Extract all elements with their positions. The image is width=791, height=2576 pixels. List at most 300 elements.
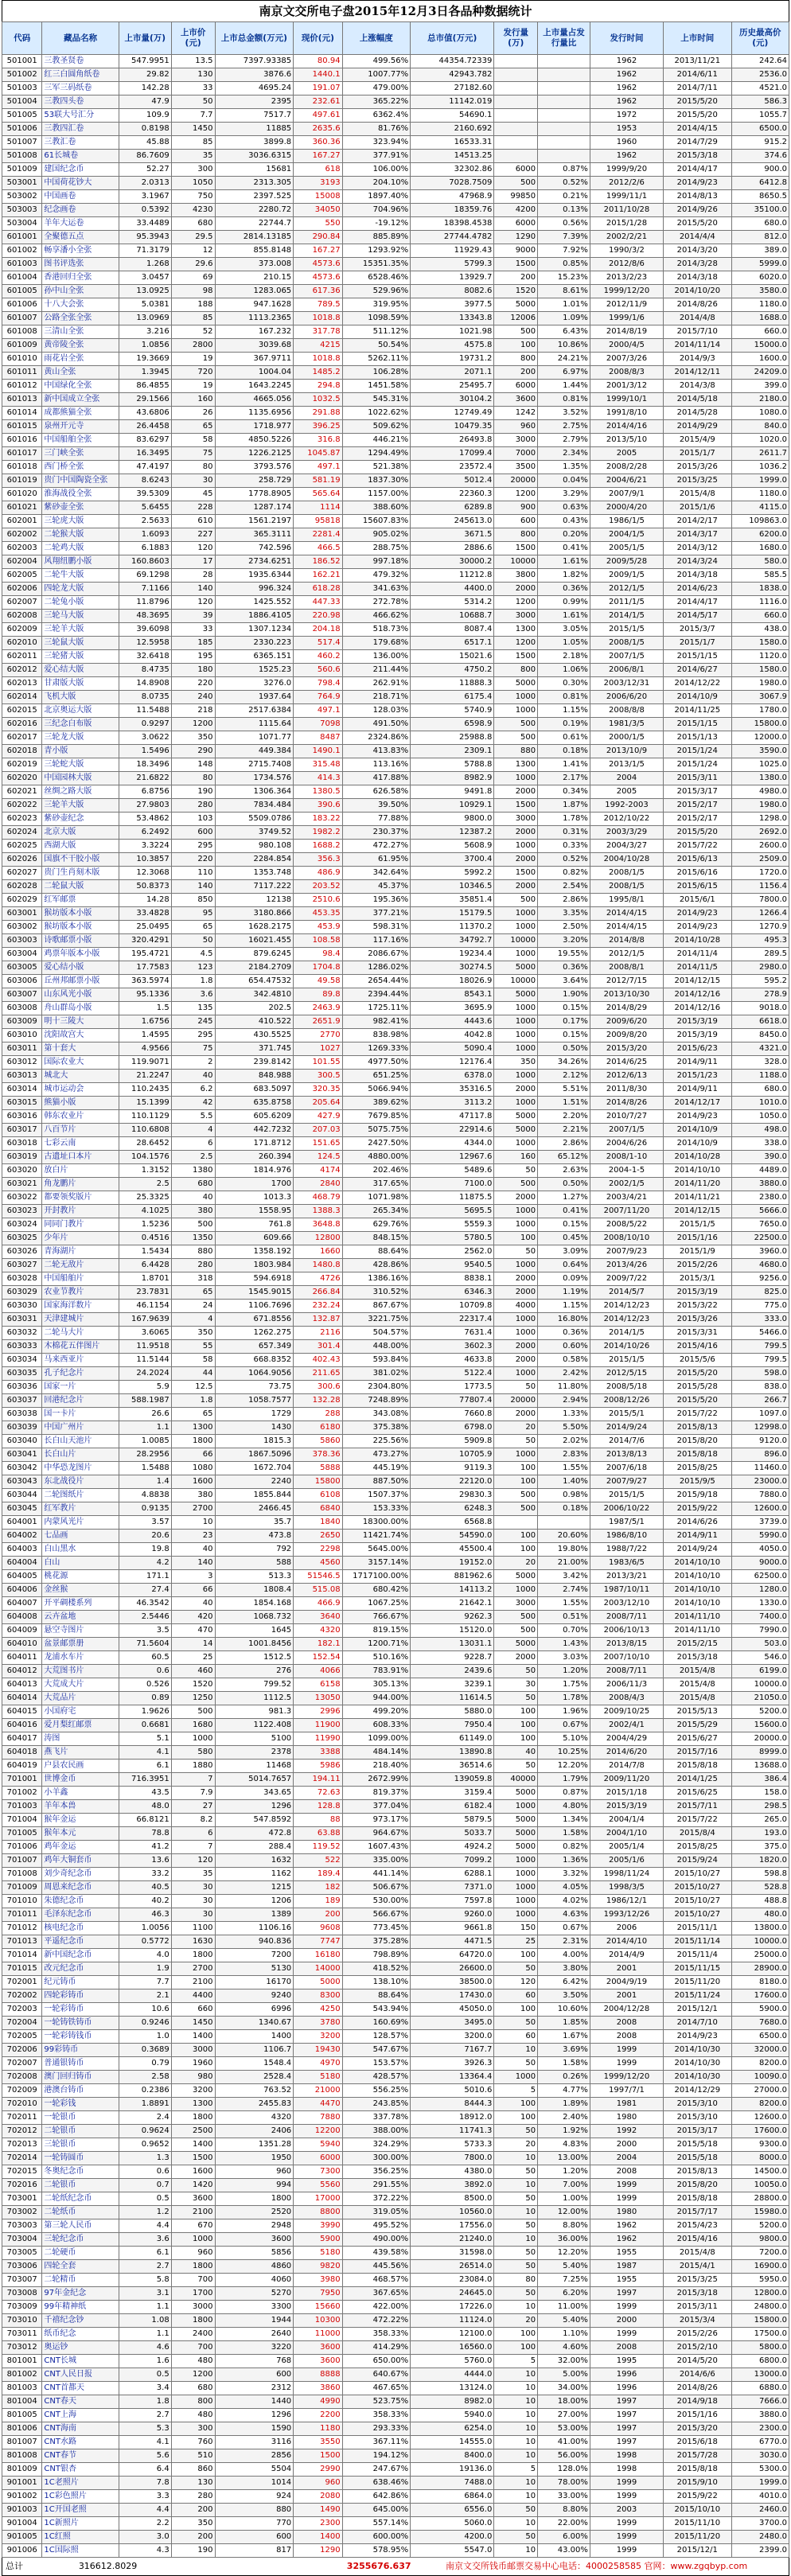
table-cell: 三轮纪念币	[42, 2233, 119, 2247]
table-cell: 162.21	[294, 569, 342, 583]
table-cell: 801008	[2, 2449, 42, 2463]
table-cell: 1998/3/5	[590, 1881, 663, 1895]
table-cell: 2007/11/20	[590, 1205, 663, 1218]
table-cell: 0.60%	[538, 1340, 590, 1354]
table-cell: 0.82%	[538, 867, 590, 880]
table-cell: 5000	[494, 988, 538, 1002]
table-cell	[494, 95, 538, 109]
table-row	[2, 1245, 789, 1259]
table-cell: 7679.85%	[342, 1110, 411, 1124]
table-cell: 1.05%	[538, 637, 590, 650]
table-cell: 4066	[294, 1665, 342, 1678]
column-header: 发行时间	[590, 22, 663, 55]
table-cell: 602014	[2, 691, 42, 704]
table-cell: 65	[171, 420, 215, 434]
table-cell: 3159.4	[411, 1787, 494, 1800]
table-cell: 5000	[494, 1638, 538, 1651]
table-cell: 324.29%	[342, 2138, 411, 2152]
table-cell: 2015/1/5	[664, 1218, 732, 1232]
table-cell: 30	[494, 1678, 538, 1692]
table-cell: 218	[171, 704, 215, 718]
table-cell: 490.00%	[342, 2233, 411, 2247]
table-cell: 5270	[215, 2287, 294, 2301]
table-cell: 8800	[294, 2206, 342, 2219]
table-cell: 2466.45	[215, 1502, 294, 1516]
table-cell: 0.52%	[538, 853, 590, 867]
table-cell: 887.50%	[342, 1475, 411, 1489]
table-cell: 703012	[2, 2341, 42, 2355]
table-cell: 77.88%	[342, 813, 411, 826]
table-cell: 1010.0	[731, 1097, 789, 1110]
table-cell: 2014/10/30	[664, 2057, 732, 2071]
table-cell: 320.35	[294, 1083, 342, 1097]
table-row	[2, 2030, 789, 2044]
table-row	[2, 2436, 789, 2449]
table-cell: 2015/6/15	[664, 880, 732, 894]
table-cell: 1987/5/1	[590, 1516, 663, 1530]
table-cell: 3.6065	[119, 1327, 171, 1340]
table-cell: 1997	[590, 2436, 663, 2449]
table-cell: 211.65	[294, 1367, 342, 1381]
table-cell: 2015/10/27	[664, 1895, 732, 1908]
table-row	[2, 339, 789, 353]
table-cell: 2014/10/28	[664, 934, 732, 948]
table-cell: 1000	[494, 1029, 538, 1042]
table-cell: 5066.94%	[342, 1083, 411, 1097]
table-cell: 702016	[2, 2179, 42, 2192]
table-cell: 2015/3/26	[664, 1313, 732, 1327]
table-cell: 猴坊版本小版	[42, 921, 119, 934]
table-cell: 2015/3/10	[664, 2098, 732, 2111]
table-cell: 北京奥运大版	[42, 704, 119, 718]
table-row	[2, 1800, 789, 1814]
table-cell: 3.09%	[538, 1245, 590, 1259]
table-cell: 1.3152	[119, 1164, 171, 1178]
table-cell: 鸡票年版本小版	[42, 948, 119, 961]
table-cell: 21.6822	[119, 772, 171, 785]
table-cell: 50	[171, 934, 215, 948]
table-cell: 2654.44%	[342, 975, 411, 988]
table-cell: 8.80%	[538, 2219, 590, 2233]
table-cell: 1.90%	[538, 988, 590, 1002]
table-cell: 10.25%	[538, 1746, 590, 1760]
table-cell: 5509.0786	[215, 813, 294, 826]
column-header: 上市总金额(万元)	[215, 22, 294, 55]
table-cell: 291.55%	[342, 2179, 411, 2192]
table-cell	[494, 82, 538, 95]
table-cell: 812.0	[731, 231, 789, 244]
table-cell: 1000	[494, 1367, 538, 1381]
table-cell: 2014/12/23	[590, 1313, 663, 1327]
table-cell: 603023	[2, 1205, 42, 1218]
table-cell: 10	[494, 2206, 538, 2219]
table-cell: 603004	[2, 948, 42, 961]
table-row	[2, 488, 789, 501]
table-cell: 27.9803	[119, 799, 171, 813]
table-cell: 5940	[294, 2138, 342, 2152]
table-cell: 2406	[215, 2125, 294, 2138]
table-cell: 428.57%	[342, 2071, 411, 2084]
table-cell: 5100	[215, 1732, 294, 1746]
table-cell: 618	[294, 163, 342, 177]
table-cell: 1814.976	[215, 1164, 294, 1178]
table-cell: 701003	[2, 1800, 42, 1814]
table-cell	[494, 68, 538, 82]
table-cell: 0.5	[119, 2192, 171, 2206]
table-cell: 45500.4	[411, 1543, 494, 1557]
table-cell: 701008	[2, 1868, 42, 1881]
table-cell: 32.6418	[119, 650, 171, 664]
table-cell: 6182.4	[411, 1800, 494, 1814]
table-cell: 8838.1	[411, 1272, 494, 1286]
table-cell: 603030	[2, 1300, 42, 1313]
table-cell: 703008	[2, 2287, 42, 2301]
table-cell	[494, 109, 538, 123]
table-cell: 2015/7/22	[664, 1408, 732, 1421]
table-cell: 350	[171, 2517, 215, 2531]
table-row	[2, 975, 789, 988]
table-cell: 300.5	[294, 1070, 342, 1083]
table-cell: 农业节教片	[42, 1286, 119, 1300]
table-cell: 4860	[215, 2260, 294, 2274]
table-row	[2, 785, 789, 799]
table-cell: 50	[494, 2017, 538, 2030]
table-cell: 1630	[171, 1935, 215, 1949]
table-cell: 245	[171, 1015, 215, 1029]
table-cell: 280	[171, 799, 215, 813]
table-cell: 6.4428	[119, 1259, 171, 1272]
table-cell: 1988/7/22	[590, 1543, 663, 1557]
table-cell: 377.91%	[342, 150, 411, 163]
table-cell: 200	[294, 1908, 342, 1922]
table-cell: 295	[171, 840, 215, 853]
table-row	[2, 542, 789, 555]
table-cell: 3180.866	[215, 907, 294, 921]
table-cell: 2324.86%	[342, 731, 411, 745]
table-cell	[494, 55, 538, 68]
table-cell: 4633.8	[411, 1354, 494, 1367]
table-cell: 380	[171, 1489, 215, 1502]
table-cell: 2015/3/19	[590, 1800, 663, 1814]
table-cell: 33	[171, 82, 215, 95]
table-cell: 2700	[171, 1962, 215, 1976]
table-cell: 0.67%	[538, 1922, 590, 1935]
table-cell: 5033.7	[411, 1827, 494, 1841]
table-cell: 2015/3/18	[664, 2287, 732, 2301]
column-header: 上涨幅度	[342, 22, 411, 55]
table-cell: 2012/1/5	[590, 583, 663, 596]
table-cell: 1780.0	[731, 704, 789, 718]
table-row	[2, 55, 789, 68]
table-cell: 1000	[494, 1097, 538, 1110]
table-cell: 601010	[2, 353, 42, 366]
table-cell: 7.1166	[119, 583, 171, 596]
table-cell: 7990.0	[731, 1624, 789, 1638]
table-cell: 1.61%	[538, 610, 590, 623]
table-cell: 300.00%	[342, 2152, 411, 2165]
table-cell: 1.8891	[119, 2098, 171, 2111]
table-row	[2, 1070, 789, 1083]
table-cell: 243.85%	[342, 2098, 411, 2111]
table-row	[2, 1489, 789, 1502]
table-cell: 10000.0	[731, 1678, 789, 1692]
table-row	[2, 2531, 789, 2544]
table-cell: 国旗不干胶小版	[42, 853, 119, 867]
table-cell: 29.5	[171, 231, 215, 244]
table-cell: 2014/9/24	[590, 1421, 663, 1435]
table-cell: 265.34%	[342, 1205, 411, 1218]
table-cell: CNT春天	[42, 2395, 119, 2409]
table-cell: 328.0	[731, 1056, 789, 1070]
table-cell: 5666.0	[731, 1205, 789, 1218]
table-cell: 4.3	[119, 2544, 171, 2558]
table-cell: 1055.7	[731, 109, 789, 123]
table-cell: 5180	[294, 2247, 342, 2260]
table-cell: 1990/3/2	[590, 244, 663, 258]
table-cell: 365.22%	[342, 95, 411, 109]
table-cell: 8300	[294, 1989, 342, 2003]
table-cell: 2.74%	[538, 1584, 590, 1597]
table-cell: 0.99%	[538, 596, 590, 610]
table-cell: 8650.5	[731, 190, 789, 204]
table-cell: 羊年大运卷	[42, 217, 119, 231]
table-cell: 10000	[494, 555, 538, 569]
table-cell: 8.0735	[119, 691, 171, 704]
table-row	[2, 1787, 789, 1800]
table-cell: 12176.4	[411, 1056, 494, 1070]
table-cell: 6180	[294, 1421, 342, 1435]
table-cell: 4573.6	[294, 258, 342, 271]
table-cell: 521.38%	[342, 461, 411, 474]
table-cell: 45	[171, 488, 215, 501]
table-cell: 1180	[294, 2422, 342, 2436]
table-cell: 6500.0	[731, 123, 789, 136]
table-cell: 204.18	[294, 623, 342, 637]
table-cell: 33.00%	[538, 2490, 590, 2504]
table-cell: 1643.2245	[215, 380, 294, 393]
table-cell: 11888.3	[411, 677, 494, 691]
table-cell: 151.65	[294, 1137, 342, 1151]
table-cell: 2007/10/10	[590, 1651, 663, 1665]
table-cell: 1.0056	[119, 1922, 171, 1935]
table-cell: 2008/7/11	[590, 1665, 663, 1678]
table-cell: 99年精神纸	[42, 2301, 119, 2314]
table-cell: 27182.60	[411, 82, 494, 95]
table-cell: 0.81%	[538, 691, 590, 704]
table-cell: 二轮牛大版	[42, 569, 119, 583]
table-cell: 0.18%	[538, 1502, 590, 1516]
table-cell: 2014/10/9	[664, 1124, 732, 1137]
table-cell: 239.8142	[215, 1056, 294, 1070]
table-cell: 99850	[494, 190, 538, 204]
table-cell: 280	[171, 2490, 215, 2504]
table-cell: 1206	[215, 1895, 294, 1908]
table-cell: 2006/8/1	[590, 664, 663, 677]
table-footer	[2, 2558, 789, 2576]
table-cell: 紫砂壶纪念	[42, 813, 119, 826]
table-cell: 420	[171, 1611, 215, 1624]
table-cell: 6.2492	[119, 826, 171, 840]
table-cell: 1440.1	[294, 68, 342, 82]
table-row	[2, 988, 789, 1002]
table-cell: 0.36%	[538, 961, 590, 975]
table-cell: 4.5	[171, 948, 215, 961]
table-row	[2, 1232, 789, 1245]
table-cell: 703007	[2, 2274, 42, 2287]
table-cell: 2014/7/29	[664, 136, 732, 150]
table-cell: 1500	[494, 650, 538, 664]
table-cell: 601006	[2, 298, 42, 312]
table-row	[2, 569, 789, 583]
table-cell: 1.51%	[538, 1097, 590, 1110]
table-cell: 4470	[294, 2098, 342, 2111]
table-cell: 4.2	[119, 1557, 171, 1570]
table-cell: 501002	[2, 68, 42, 82]
table-cell: 盆景邮票册	[42, 1638, 119, 1651]
table-cell	[538, 82, 590, 95]
table-cell: 3.3	[119, 2490, 171, 2504]
table-cell: 1122.408	[215, 1719, 294, 1732]
table-row	[2, 948, 789, 961]
table-cell: 702009	[2, 2084, 42, 2098]
table-cell: 374.6	[731, 150, 789, 163]
table-cell: 1525.23	[215, 664, 294, 677]
table-cell: 445.19%	[342, 1462, 411, 1475]
table-cell: 16560.0	[411, 2341, 494, 2355]
table-cell: 499.20%	[342, 1705, 411, 1719]
table-cell: 三教汇卷	[42, 136, 119, 150]
table-cell: 1803.984	[215, 1259, 294, 1272]
table-cell: 1018.8	[294, 312, 342, 325]
table-row	[2, 677, 789, 691]
table-cell: 2397.525	[215, 190, 294, 204]
table-cell: 1.1	[119, 2328, 171, 2341]
table-cell: 2015/8/13	[664, 1421, 732, 1435]
table-cell: 4444.0	[411, 2368, 494, 2382]
table-cell: 13800.0	[731, 1922, 789, 1935]
table-cell: 15008	[294, 190, 342, 204]
table-cell: 18300.00%	[342, 1516, 411, 1530]
table-cell: 413.83%	[342, 745, 411, 758]
table-cell: 2015/4/8	[664, 488, 732, 501]
table-cell: 1854.168	[215, 1597, 294, 1611]
table-cell: 603020	[2, 1164, 42, 1178]
table-cell: 贵门生肖刻木版	[42, 867, 119, 880]
table-cell: 372.22%	[342, 2192, 411, 2206]
table-cell: 46.1154	[119, 1300, 171, 1313]
table-row	[2, 1989, 789, 2003]
table-cell: 2011/10/28	[590, 204, 663, 217]
table-cell: 7.25%	[538, 2274, 590, 2287]
table-cell: 28	[171, 569, 215, 583]
table-cell: 2007/9/23	[590, 1245, 663, 1259]
table-cell: 2011/1/5	[590, 596, 663, 610]
table-cell: 1.9626	[119, 1705, 171, 1719]
table-cell: 603036	[2, 1381, 42, 1394]
table-cell: 702015	[2, 2165, 42, 2179]
table-cell: 2.0313	[119, 177, 171, 190]
table-cell: 1773.5	[411, 1381, 494, 1394]
table-cell: 301.4	[294, 1340, 342, 1354]
table-cell: 4010.0	[731, 2490, 789, 2504]
table-cell: 20000.0	[731, 1732, 789, 1746]
table-cell: 65	[171, 1408, 215, 1421]
table-cell: 二轮图纸片	[42, 1489, 119, 1502]
table-row	[2, 1448, 789, 1462]
table-cell: 801001	[2, 2355, 42, 2368]
table-cell: 905.02%	[342, 528, 411, 542]
table-row	[2, 1949, 789, 1962]
table-cell: 501004	[2, 95, 42, 109]
table-cell: 西门桥全张	[42, 461, 119, 474]
table-cell: 猴坊版本小版	[42, 907, 119, 921]
table-cell: 二轮猴大版	[42, 528, 119, 542]
table-cell: 2000	[494, 1191, 538, 1205]
table-cell: 4230	[171, 204, 215, 217]
table-cell: 195	[171, 650, 215, 664]
table-cell: 0.63%	[538, 501, 590, 515]
table-cell: 9300.0	[731, 2138, 789, 2152]
table-cell: 2015/3/11	[664, 2301, 732, 2314]
table-cell: 603003	[2, 934, 42, 948]
table-cell: 4.63%	[538, 1908, 590, 1922]
table-cell: 190	[171, 2544, 215, 2558]
table-cell: 三清山全张	[42, 325, 119, 339]
table-cell: 13688.0	[731, 1760, 789, 1773]
table-cell: 三教圣贤卷	[42, 55, 119, 68]
table-cell: 5788.8	[411, 758, 494, 772]
table-cell: 2008/10/10	[590, 1232, 663, 1245]
table-cell: 1.58%	[538, 2057, 590, 2071]
table-cell: 7597.8	[411, 1895, 494, 1908]
table-cell: 2014/10/20	[664, 285, 732, 298]
table-cell: 604002	[2, 1530, 42, 1543]
table-cell: 19731.2	[411, 353, 494, 366]
table-cell: 1032.5	[294, 393, 342, 407]
table-cell: 8.80%	[538, 2504, 590, 2517]
table-cell: 2002/2/21	[590, 231, 663, 244]
table-cell: 100	[494, 1462, 538, 1475]
table-cell: 0.15%	[538, 1002, 590, 1015]
table-cell: 5314.2	[411, 596, 494, 610]
table-cell: 390.6	[294, 799, 342, 813]
table-cell: 2015/12/1	[664, 2003, 732, 2017]
table-cell: 3067.9	[731, 691, 789, 704]
table-cell: 602026	[2, 853, 42, 867]
table-cell: 2281.4	[294, 528, 342, 542]
table-cell: 501008	[2, 150, 42, 163]
table-cell: 2014/10/10	[664, 1570, 732, 1584]
table-cell: 2015/6/23	[664, 1042, 732, 1056]
table-cell: 1C红照	[42, 2531, 119, 2544]
table-cell: 9800.0	[411, 813, 494, 826]
table-cell: 2008	[590, 2030, 663, 2044]
table-cell: 119.9071	[119, 1056, 171, 1070]
table-cell: 1100	[171, 1922, 215, 1935]
table-cell: 3.42%	[538, 1570, 590, 1584]
table-cell: 702010	[2, 2098, 42, 2111]
table-row	[2, 1773, 789, 1787]
table-cell: 3600	[215, 2233, 294, 2247]
table-row	[2, 1692, 789, 1705]
table-cell: 603038	[2, 1408, 42, 1421]
table-cell: 660	[171, 2003, 215, 2017]
table-cell: 1.4595	[119, 1029, 171, 1042]
table-cell: 2240	[215, 1475, 294, 1489]
table-cell: 58	[171, 434, 215, 447]
table-cell: 1999/1/6	[590, 312, 663, 325]
table-cell: 10	[494, 2409, 538, 2422]
